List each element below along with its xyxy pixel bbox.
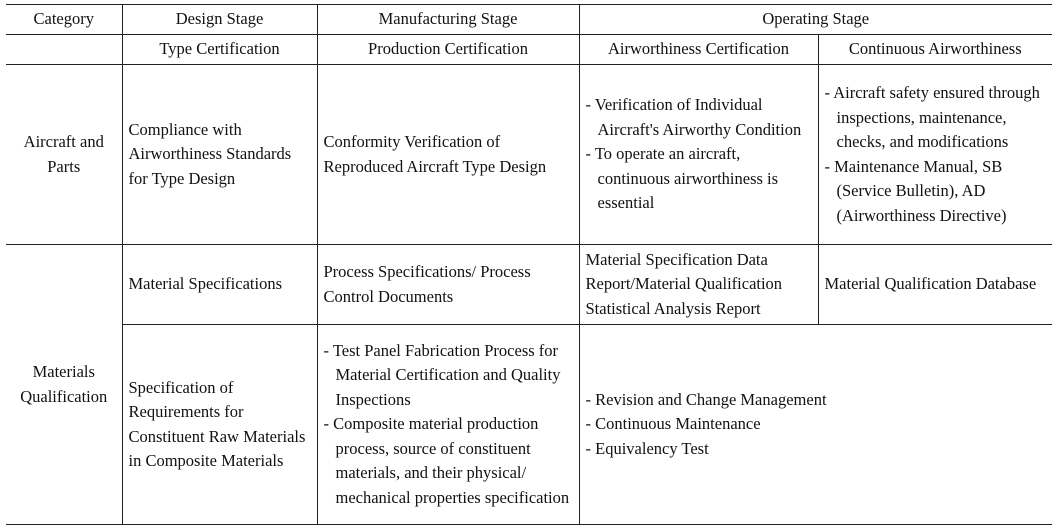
aircraft-airworthiness-cell [579, 65, 818, 245]
list-item: - Continuous Maintenance [585, 414, 761, 434]
subheader-production-certification: Production Certification [317, 35, 579, 65]
subheader-empty [6, 35, 122, 65]
materials-manufacturing-cell-2 [317, 325, 579, 525]
category-aircraft-and-parts: Aircraft and Parts [6, 65, 122, 245]
aircraft-continuous-cell [818, 65, 1052, 245]
aircraft-design-cell: Compliance with Airworthiness Standards for Type Design [122, 65, 317, 245]
list-item: - Verification of Individual Aircraft's Airworthy Condition [585, 95, 802, 139]
category-materials-qualification: Materials Qualification [6, 245, 122, 525]
list-item: - Composite material production process, source of constituent materials, and their physical/ mechanical properties specification [323, 414, 570, 507]
list-item: - Test Panel Fabrication Process for Material Certification and Quality Inspections [323, 340, 561, 409]
materials-continuous-cell-1: Material Qualification Database [818, 245, 1052, 325]
subheader-airworthiness-certification: Airworthiness Certification [579, 35, 818, 65]
materials-design-cell-1: Material Specifications [122, 245, 317, 325]
header-manufacturing-stage: Manufacturing Stage [317, 5, 579, 35]
header-category: Category [6, 5, 122, 35]
materials-operating-cell-2 [579, 325, 1052, 525]
header-design-stage: Design Stage [122, 5, 317, 35]
materials-airworthiness-cell-1: Material Specification Data Report/Material Qualification Statistical Analysis Report [579, 245, 818, 325]
materials-manufacturing-cell-1: Process Specifications/ Process Control Documents [317, 245, 579, 325]
list-item: - Equivalency Test [585, 438, 709, 458]
aircraft-manufacturing-cell: Conformity Verification of Reproduced Aircraft Type Design [317, 65, 579, 245]
subheader-continuous-airworthiness: Continuous Airworthiness [818, 35, 1052, 65]
header-operating-stage: Operating Stage [579, 5, 1052, 35]
airworthiness-table [6, 4, 1052, 525]
list-item: - Aircraft safety ensured through inspections, maintenance, checks, and modifications [824, 83, 1040, 151]
materials-design-cell-2: Specification of Requirements for Constituent Raw Materials in Composite Materials [122, 325, 317, 525]
list-item: - To operate an aircraft, continuous airworthiness is essential [585, 144, 779, 213]
list-item: - Revision and Change Management [585, 389, 827, 409]
subheader-type-certification: Type Certification [122, 35, 317, 65]
list-item: - Maintenance Manual, SB (Service Bulletin), AD (Airworthiness Directive) [824, 156, 1007, 225]
